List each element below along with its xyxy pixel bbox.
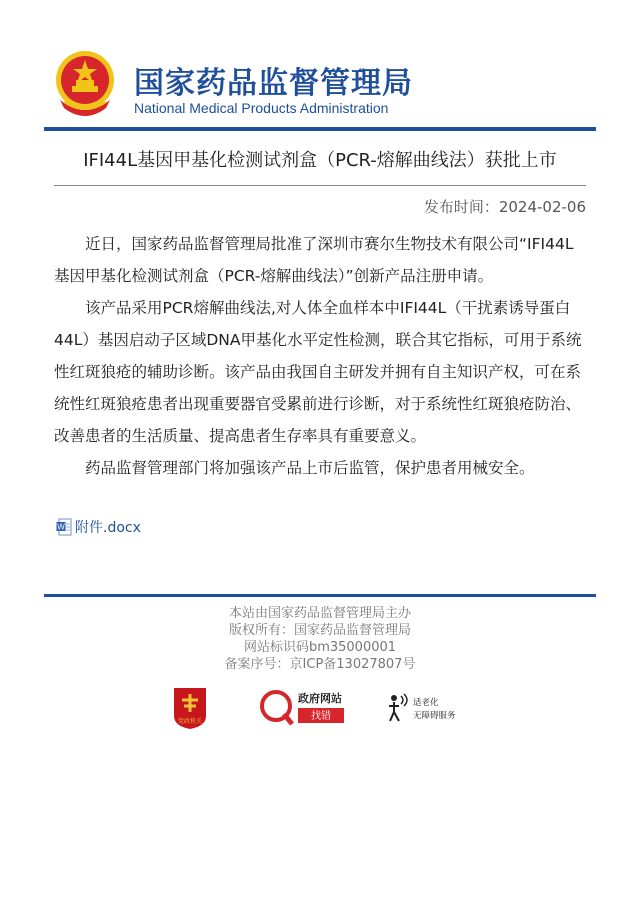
gov-agency-badge-icon[interactable] (170, 686, 210, 730)
accessibility-badge-icon[interactable] (385, 692, 465, 724)
article-paragraph: 该产品采用PCR熔解曲线法,对人体全血样本中IFI44L（干扰素诱导蛋白44L）基因启动子区域DNA甲基化水平定性检测，联合其它指标，可用于系统性红斑狼疮的辅助诊断。该产品由我国自主研发并拥有自主知识产权，可在系统性红斑狼疮患者出现重要器官受累前进行诊断，对于系统性红斑狼疮防治、改善患者的生活质量、提高患者生存率具有重要意义。 (54, 299, 582, 445)
svg-text:W: W (57, 522, 65, 532)
national-emblem-icon (54, 50, 116, 116)
footer-line: 网站标识码bm35000001 (243, 640, 397, 655)
title-divider (54, 185, 586, 186)
article-title: IFI44L基因甲基化检测试剂盒（PCR-熔解曲线法）获批上市 (83, 150, 557, 171)
site-header (54, 50, 614, 120)
footer-line: 本站由国家药品监督管理局主办 (228, 606, 411, 621)
access-badge-top: 适老化 (413, 698, 439, 708)
footer-divider (44, 594, 596, 597)
site-footer (44, 605, 596, 673)
attachment-link[interactable] (56, 516, 141, 538)
footer-badges (170, 684, 470, 734)
publish-date: 发布时间：2024-02-06 (423, 198, 586, 216)
gov-badge-label: 党政机关 (177, 718, 203, 725)
error-badge-top: 政府网站 (298, 692, 342, 705)
footer-line: 版权所有：国家药品监督管理局 (228, 623, 411, 638)
header-divider (44, 127, 596, 131)
article-body (54, 228, 586, 484)
site-name-en: National Medical Products Administration (134, 100, 389, 116)
article-paragraph: 近日，国家药品监督管理局批准了深圳市赛尔生物技术有限公司“IFI44L基因甲基化检测试剂盒（PCR-熔解曲线法）”创新产品注册申请。 (54, 235, 574, 285)
article-paragraph: 药品监督管理部门将加强该产品上市后监管，保护患者用械安全。 (85, 459, 535, 477)
access-badge-bottom: 无障碍服务 (413, 711, 456, 721)
report-error-badge-icon[interactable] (260, 686, 360, 728)
footer-line: 备案序号：京ICP备13027807号 (224, 657, 416, 672)
word-document-icon (56, 518, 72, 536)
site-name-cn: 国家药品监督管理局 (134, 66, 413, 101)
attachment-label: 附件.docx (75, 520, 141, 536)
error-badge-bottom: 找错 (311, 711, 331, 722)
